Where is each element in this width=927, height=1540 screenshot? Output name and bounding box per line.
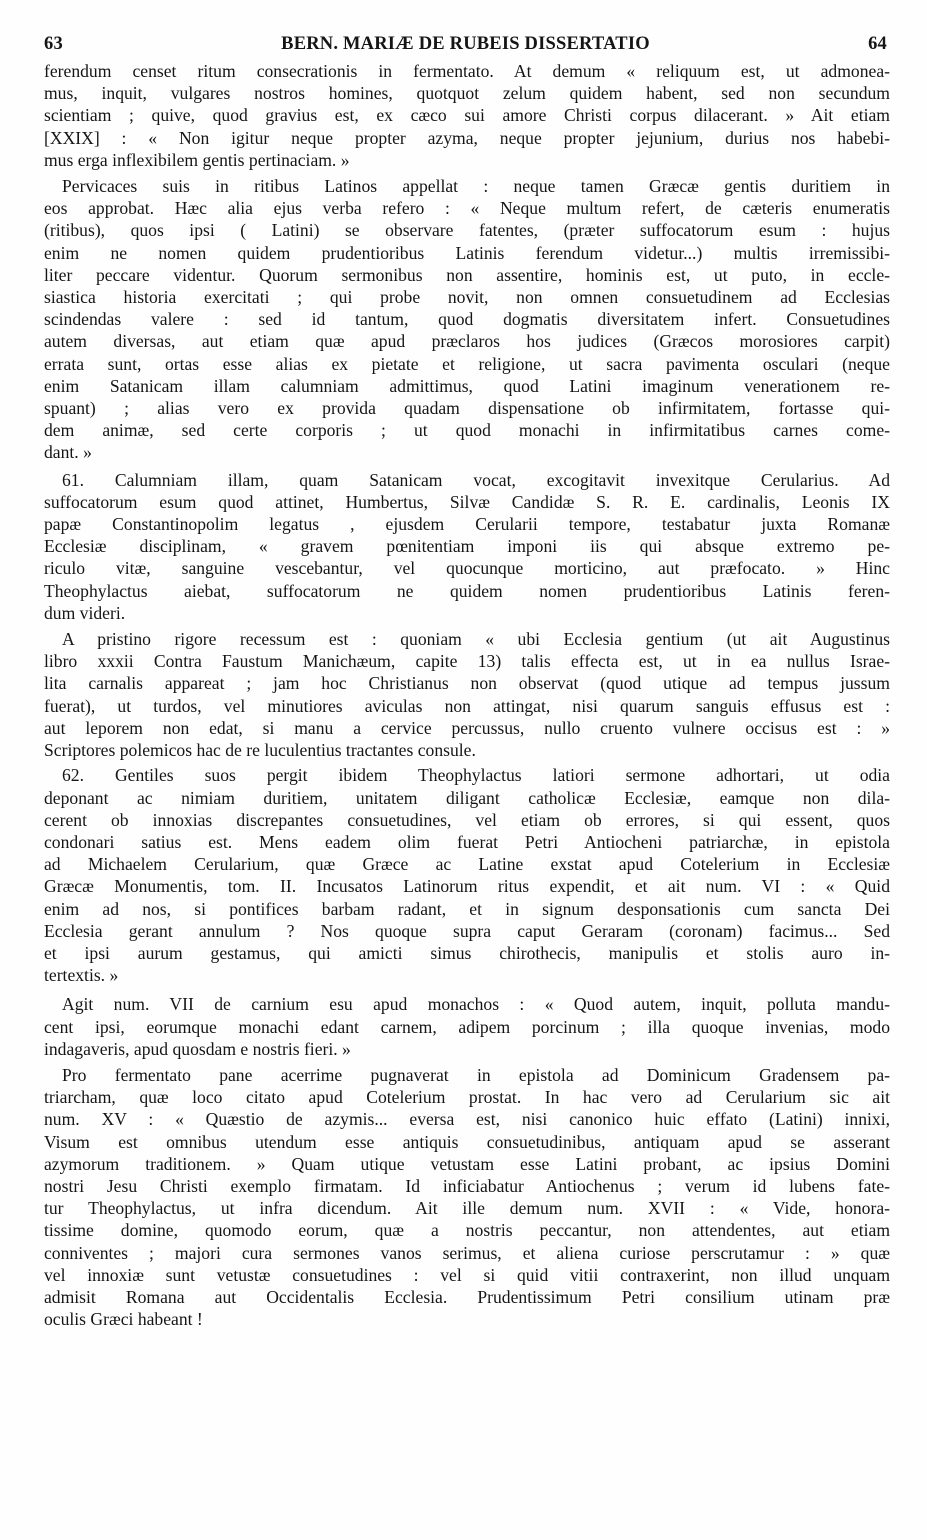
text-line: 61. Calumniam illam, quam Satanicam vocat, excogitavit invexitque Cerularius. Ad [62,469,890,490]
text-line: et ipsi aurum gestamus, qui amicti simus chirothecis, manipulis et stolis auro in- [44,942,890,963]
text-line: Theophylactus aiebat, suffocatorum ne quidem nomen prudentioribus Latinis feren- [44,580,890,601]
paragraph [44,993,890,1060]
text-line: ferendum censet ritum consecrationis in fermentato. At demum « reliquum est, ut admonea- [44,61,890,81]
text-line: liter peccare videntur. Quorum sermonibus non assentire, hominis est, ut puto, in eccle- [44,264,890,285]
text-line: indagaveris, apud quosdam e nostris fieri. » [44,1038,351,1059]
paragraph [44,469,890,624]
text-line: (ritibus), quos ipsi ( Latini) se observare fatentes, (præter suffocatorum esum : hujus [44,220,890,241]
text-line: Visum est omnibus utendum esse antiquis consuetudinibus, antiquam apud se asserant [44,1131,890,1152]
text-line: cent ipsi, eorumque monachi edant carnem, adipem porcinum ; illa quoque invenias, modo [44,1016,890,1037]
text-line: siastica historia exercitati ; qui probe novit, non omnen consuetudinem ad Ecclesias [44,287,890,308]
text-line: A pristino rigore recessum est : quoniam « ubi Ecclesia gentium (ut ait Augustinus [62,629,890,650]
text-line: oculis Græci habeant ! [44,1309,203,1330]
text-line: dem animæ, sed certe corporis ; ut quod monachi in infirmitatibus carnes come- [44,420,890,441]
text-line: nostri Jesu Christi exemplo firmatam. Id inficiabatur Antiochenus ; verum id lubens fate- [44,1175,890,1196]
text-line: papæ Constantinopolim legatus , ejusdem Cerularii tempore, testabatur juxta Romanæ [44,514,890,535]
text-line: cerent ob innoxias discrepantes consuetudines, vel etiam ob errores, si qui essent, quos [44,809,890,830]
text-line: azymorum traditionem. » Quam utique vetustam esse Latini probant, ac ipsius Domini [44,1153,890,1174]
text-line: Græcæ Monumentis, tom. II. Incusatos Latinorum ritus expendit, et ait num. VI : « Quid [44,876,890,897]
text-line: Agit num. VII de carnium esu apud monachos : « Quod autem, inquit, polluta mandu- [62,994,890,1015]
text-line: ad Michaelem Cerularium, quæ Græce ac Latine exstat apud Cotelerium in Ecclesiæ [44,854,890,875]
text-line: Pervicaces suis in ritibus Latinos appellat : neque tamen Græcæ gentis duritiem in [62,176,890,197]
text-line: libro xxxii Contra Faustum Manichæum, capite 13) talis effecta est, ut in ea nullus Israe- [44,651,890,672]
text-line: riculo vitæ, sanguine vescebantur, vel quocunque morticino, aut præfocato. » Hinc [44,558,890,579]
text-line: mus erga inflexibilem gentis pertinaciam. » [44,149,350,170]
text-line: vel innoxiæ sunt vetustæ consuetudines : vel si quid vitii contraxerint, non illud unquam [44,1264,890,1285]
page-number-left: 63 [44,34,63,54]
text-line: Scriptores polemicos hac de re luculentius tractantes consule. [44,740,476,761]
text-line: autem diversas, aut etiam quæ apud præclaros hos judices (Græcos morosiores carpit) [44,331,890,352]
running-title: BERN. MARIÆ DE RUBEIS DISSERTATIO [281,34,650,54]
paragraph [44,764,890,986]
text-line: Pro fermentato pane acerrime pugnaverat in epistola ad Dominicum Gradensem pa- [62,1064,890,1085]
text-line: [XXIX] : « Non igitur neque propter azyma, neque propter jejunium, durius nos habebi- [44,127,890,148]
text-line: lita carnalis appareat ; jam hoc Christianus non observat (quod utique ad tempus jussum [44,673,890,694]
paragraph [44,175,890,464]
text-line: conniventes ; majori cura sermones vanos serimus, et aliena curiose perscrutamur : » quæ [44,1242,890,1263]
text-line: tissime domine, quomodo eorum, quæ a nostris peccantur, non attendentes, aut etiam [44,1220,890,1241]
text-line: 62. Gentiles suos pergit ibidem Theophylactus latiori sermone adhortari, ut odia [62,765,890,786]
paragraph [44,628,890,761]
text-line: aut leporem non edat, si manu a cervice percussus, nullo cruento vulnere occisus est : » [44,717,890,738]
text-line: errata sunt, ortas esse alias ex pietate et religione, ut sacra pavimenta osculari (neque [44,353,890,374]
text-body [44,60,890,1330]
text-line: eos approbat. Hæc alia ejus verba refero : « Neque multum refert, de cæteris enumeratis [44,198,890,219]
text-line: scientiam ; quive, quod gravius est, ex cæco sui amore Christi corpus dilacerant. » Ait etiam [44,105,890,126]
text-line: mus, inquit, vulgares nostros homines, quotquot zelum quidem habent, sed non secundum [44,83,890,104]
text-line: spuant) ; alias vero ex provida quadam dispensatione ob infirmitatem, fortasse qui- [44,398,890,419]
running-header [44,34,887,58]
text-line: fuerat), ut turdos, vel minutiores aviculas non attingat, nisi quarum sanguis effusus est : [44,695,890,716]
text-line: triarcham, quæ loco citato apud Cotelerium prostat. In hac vero ad Cerularium sic ait [44,1087,890,1108]
text-line: condonari satius est. Mens eadem olim fuerat Petri Antiocheni patriarchæ, in epistola [44,831,890,852]
text-line: enim Satanicam illam calumniam admittimus, quod Latini imaginum venerationem re- [44,375,890,396]
page-number-right: 64 [868,34,887,54]
text-line: Ecclesiæ disciplinam, « gravem pœnitentiam imponi iis qui absque extremo pe- [44,536,890,557]
text-line: scindendas valere : sed id tantum, quod dogmatis diversitatem infert. Consuetudines [44,309,890,330]
paragraph [44,60,890,171]
text-line: enim ne nomen quidem prudentioribus Latinis ferendum videtur...) multis irremissibi- [44,242,890,263]
text-line: tertextis. » [44,965,119,986]
text-line: enim ad nos, si pontifices barbam radant, et in signum desponsationis cum sancta Dei [44,898,890,919]
text-line: dant. » [44,442,92,463]
text-line: suffocatorum esum quod attinet, Humbertus, Silvæ Candidæ S. R. E. cardinalis, Leonis IX [44,491,890,512]
text-line: dum videri. [44,602,126,623]
text-line: admisit Romana aut Occidentalis Ecclesia. Prudentissimum Petri consilium utinam præ [44,1286,890,1307]
text-line: num. XV : « Quæstio de azymis... eversa est, nisi canonico huic effato (Latini) innixi, [44,1109,890,1130]
text-line: tur Theophylactus, ut infra dicendum. Ait ille demum num. XVII : « Vide, honora- [44,1198,890,1219]
text-line: Ecclesia gerant annulum ? Nos quoque supra caput Geraram (coronam) facimus... Sed [44,920,890,941]
paragraph [44,1064,890,1330]
text-line: deponant ac nimiam duritiem, unitatem diligant catholicæ Ecclesiæ, eamque non dila- [44,787,890,808]
